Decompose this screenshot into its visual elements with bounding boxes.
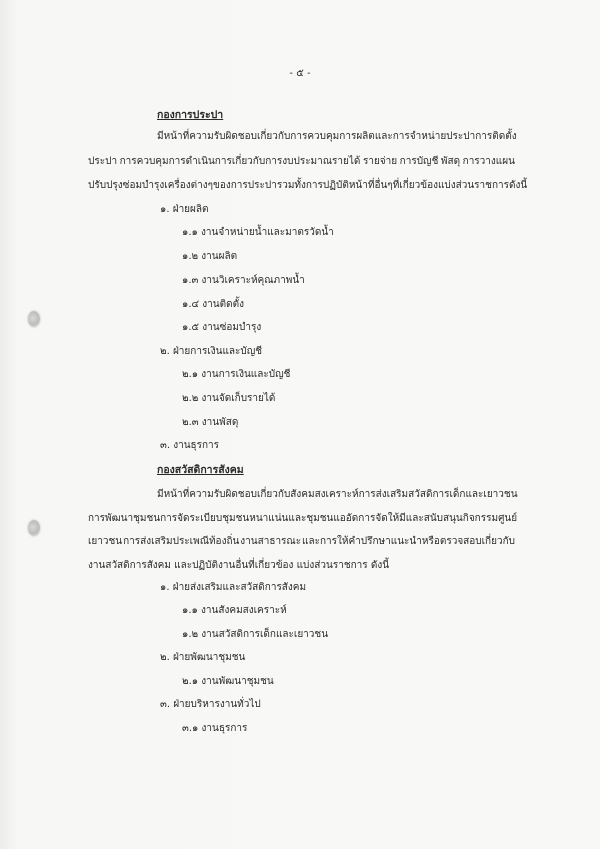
punch-hole — [28, 520, 40, 536]
list-item: ๑.๕ งานซ่อมบำรุง — [182, 322, 262, 333]
paragraph-line — [157, 132, 515, 142]
word: และการจำหน่ายประปา — [374, 131, 476, 142]
word: การพัฒนาชุมชน — [88, 513, 161, 524]
list-item: ๓.๑ งานธุรการ — [182, 723, 248, 734]
word: การจัดระเบียบชุมชนหนาแน่น — [160, 513, 289, 524]
word: การวางแผน — [462, 156, 515, 167]
paragraph-line — [157, 489, 518, 500]
word: รวมทั้งการปฏิบัติหน้าที่อื่นๆ — [276, 180, 393, 191]
list-item: ๒.๑ งานพัฒนาชุมชน — [182, 676, 274, 687]
list-item: ๓. งานธุรการ — [160, 440, 220, 451]
word: มีหน้าที่ความรับผิดชอบเกี่ยวกับสังคมสงเคราะห์ — [157, 489, 359, 500]
word: การบัญชี — [399, 156, 439, 167]
word: และชุมชนแออัดการจัดให้มีและสนับสนุนกิจกรรมศูนย์ — [288, 513, 518, 524]
page-number: - ๕ - — [289, 68, 311, 79]
section-heading: กองสวัสดิการสังคม — [157, 464, 244, 476]
list-item: ๓. ฝ่ายบริหารงานทั่วไป — [160, 699, 261, 710]
word: ดังนี้ — [509, 180, 528, 191]
list-item: ๒.๓ งานพัสดุ — [182, 417, 239, 428]
list-item: ๑.๔ งานติดตั้ง — [182, 299, 244, 310]
punch-hole — [28, 311, 40, 327]
word: การควบคุมการดำเนินการเกี่ยวกับการงบประมาณรายได้ — [119, 156, 361, 167]
list-item: ๒.๒ งานจัดเก็บรายได้ — [182, 393, 276, 404]
paragraph-line — [88, 513, 518, 524]
list-item: ๑.๑ งานจำหน่ายน้ำและมาตรวัดน้ำ — [182, 227, 334, 238]
word: พัสดุ — [440, 156, 461, 167]
paragraph-line — [88, 180, 528, 191]
paragraph-line — [88, 157, 515, 167]
section-heading: กองการประปา — [157, 109, 224, 121]
word: เยาวชน — [88, 536, 123, 547]
list-item: ๒. ฝ่ายพัฒนาชุมชน — [160, 652, 246, 663]
word: มีหน้าที่ความรับผิดชอบเกี่ยวกับการควบคุมการผลิต — [157, 131, 375, 142]
word: ของการประปา — [213, 180, 277, 191]
word: และการให้คำปรึกษาแนะนำหรือตรวจสอบเกี่ยวกับ — [302, 536, 515, 547]
list-item: ๑.๑ งานสังคมสงเคราะห์ — [182, 605, 287, 616]
word: ประปา — [88, 156, 118, 167]
list-item: ๑.๒ งานสวัสดิการเด็กและเยาวชน — [182, 629, 329, 640]
list-item: ๒. ฝ่ายการเงินและบัญชี — [160, 346, 263, 357]
word: งานสาธารณะ — [240, 536, 302, 547]
word: รายจ่าย — [362, 156, 398, 167]
word: การติดตั้ง — [475, 131, 517, 142]
list-item: ๑.๒ งานผลิต — [182, 251, 238, 262]
word: ปรับปรุงซ่อมบำรุงเครื่องต่างๆ — [88, 180, 213, 191]
word: การส่งเสริมสวัสดิการเด็กและเยาวชน — [358, 489, 518, 500]
paragraph-line: งานสวัสดิการสังคม และปฏิบัติงานอื่นที่เกี่ยวข้อง แบ่งส่วนราชการ ดังนี้ — [88, 560, 390, 571]
list-item: ๑.๓ งานวิเคราะห์คุณภาพน้ำ — [182, 275, 305, 286]
list-item: ๑. ฝ่ายผลิต — [160, 204, 209, 215]
word: การส่งเสริมประเพณีท้องถิ่น — [123, 536, 240, 547]
paragraph-line — [88, 537, 515, 547]
word: ที่เกี่ยวข้องแบ่งส่วนราชการ — [392, 180, 509, 191]
list-item: ๑. ฝ่ายส่งเสริมและสวัสดิการสังคม — [160, 582, 307, 593]
list-item: ๒.๑ งานการเงินและบัญชี — [182, 369, 291, 380]
